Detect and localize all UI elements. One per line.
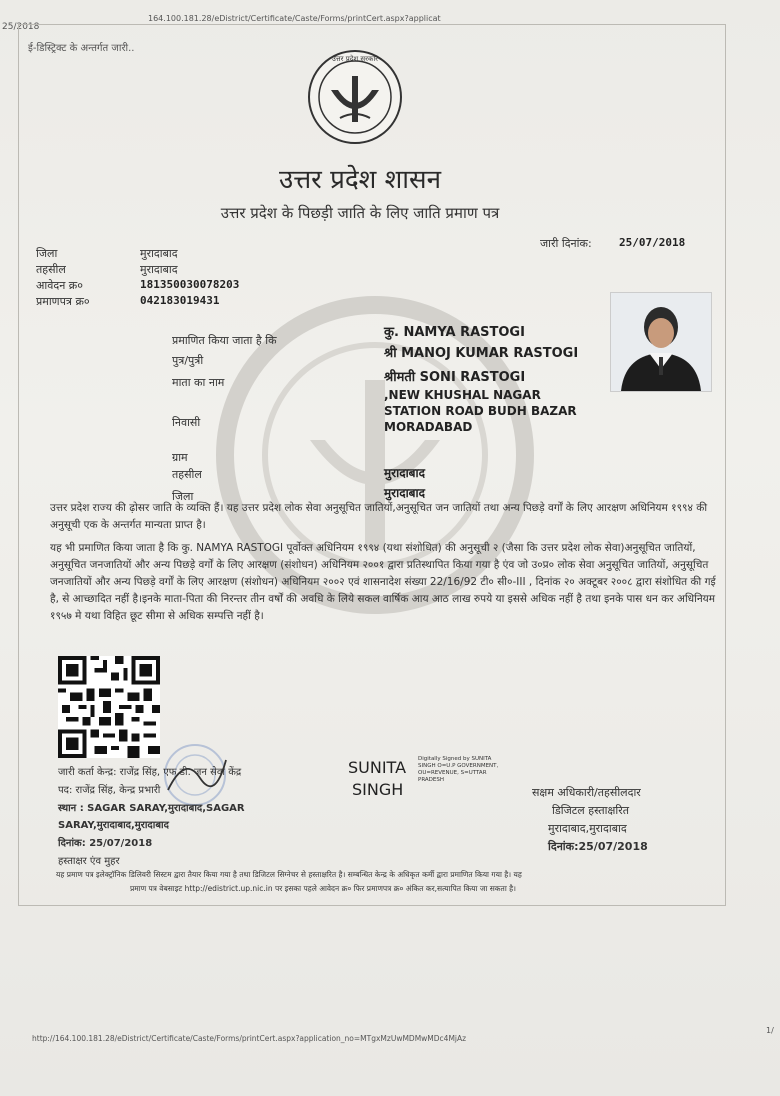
govt-title: उत्तर प्रदेश शासन <box>278 165 442 195</box>
address-label: निवासी <box>172 416 201 429</box>
person-tehsil-label: तहसील <box>172 468 202 481</box>
address-line-3: MORADABAD <box>384 420 473 434</box>
issue-date-value: 25/07/2018 <box>619 236 686 249</box>
print-url-bottom: http://164.100.181.28/eDistrict/Certificate/Caste/Forms/printCert.aspx?application_no=MTgxMzUwMDMwMDc4MjAz <box>32 1034 467 1043</box>
body-paragraph-2: यह भी प्रमाणित किया जाता है कि कु. NAMYA RASTOGI पूर्वोक्त अधिनियम १९९४ (यथा संशोधित) की अनुसूची २ (जैसा कि उत्तर प्रदेश लोक सेवा)अनुसूचित जातियों, अनुसूचित जनजातियों और अन्य पिछड़े वर्गों के लिए आरक्षण (संशोधन) अधिनियम २००१ द्वारा प्रतिस्थापित किया गया है एंव जो उ०प्र० लोक सेवा अनुसूचित जातियों, अनुसूचित जनजातियों और अन्य पिछड़े वर्गों के लिए आरक्षण (संशोधन) अधिनियम २००२ एवं शासनादेश संख्या 22/16/92 टी० सी०-III , दिनांक २० अक्टूबर २००८ द्वारा संशोधित की गई है, से आच्छादित नहीं है।इनके माता-पिता की निरन्तर तीन वर्षों की अवधि के लिये सकल वार्षिक आय आठ लाख रुपये या इससे अधिक नहीं है तथा इनके पास धन कर अधिनियम १९५७ मे यथा विहित छूट सीमा से अधिक सम्पत्ति नहीं है। <box>50 542 716 622</box>
person-tehsil-value: मुरादाबाद <box>384 466 426 480</box>
village-label: ग्राम <box>172 451 188 464</box>
issuer-post: पद: राजेंद्र सिंह, केन्द्र प्रभारी <box>58 785 161 796</box>
tehsil-value: मुरादाबाद <box>140 263 178 276</box>
district-value: मुरादाबाद <box>140 247 178 260</box>
issue-date-right: दिनांक:25/07/2018 <box>548 840 648 853</box>
certificate-title: उत्तर प्रदेश के पिछड़ी जाति के लिए जाति प्रमाण पत्र <box>220 204 500 222</box>
emblem-text: उत्तर प्रदेश सरकार <box>331 55 379 63</box>
issuer-center: जारी कर्ता केन्द्र: राजेंद्र सिंह, एफ डी. जन सेवा केंद्र <box>58 767 242 778</box>
certificate-no-label: प्रमाणपत्र क्र० <box>36 295 90 308</box>
competent-authority: सक्षम अधिकारी/तहसीलदार <box>532 786 641 799</box>
application-label: आवेदन क्र० <box>36 279 83 292</box>
digital-signature-detail: Digitally Signed by SUNITA SINGH O=U.P GOVERNMENT, OU=REVENUE, S=UTTAR PRADESH <box>418 756 499 783</box>
digital-signed-label: डिजिटल हस्ताक्षरित <box>552 804 629 817</box>
print-url-top: 164.100.181.28/eDistrict/Certificate/Caste/Forms/printCert.aspx?applicat <box>148 14 441 23</box>
body-paragraph-1: उत्तर प्रदेश राज्य की ढ़ोसर जाति के व्यक्ति हैं। यह उत्तर प्रदेश लोक सेवा अनुसूचित जातियों,अनुसूचित जन जातियों तथा अन्य पिछड़े वर्गों के लिए आरक्षण अधिनियम १९९४ की अनुसूची एक के अन्तर्गत मान्यता प्राप्त है। <box>50 502 708 531</box>
address-line-2: STATION ROAD BUDH BAZAR <box>384 404 577 418</box>
mother-label: माता का नाम <box>172 376 225 389</box>
certify-label: प्रमाणित किया जाता है कि <box>172 334 277 347</box>
mother-name: श्रीमती SONI RASTOGI <box>384 370 526 385</box>
issue-place: स्थान : SAGAR SARAY,मुरादाबाद,SAGAR <box>58 803 245 814</box>
print-date: 25/2018 <box>2 22 40 32</box>
digital-signer-last: SINGH <box>352 780 404 799</box>
edistrict-note: ई-डिस्ट्रिक्ट के अन्तर्गत जारी.. <box>28 43 135 54</box>
tehsil-label: तहसील <box>36 263 66 276</box>
issue-date-left: दिनांक: 25/07/2018 <box>58 838 153 849</box>
person-district-value: मुरादाबाद <box>384 486 426 500</box>
sign-and-seal: हस्ताक्षर एंव मुहर <box>58 856 120 867</box>
certificate-no-value: 042183019431 <box>140 294 220 307</box>
issue-place-2: SARAY,मुरादाबाद,मुरादाबाद <box>58 820 169 831</box>
address-line-1: ,NEW KHUSHAL NAGAR <box>384 388 541 402</box>
father-name: श्री MANOJ KUMAR RASTOGI <box>384 346 579 361</box>
authority-place: मुरादाबाद,मुरादाबाद <box>548 822 627 835</box>
district-label: जिला <box>36 247 58 260</box>
applicant-photo <box>610 292 712 392</box>
person-icon <box>611 293 711 391</box>
person-district-label: जिला <box>172 490 194 503</box>
application-value: 181350030078203 <box>140 278 240 291</box>
issue-date-label: जारी दिनांक: <box>540 237 592 250</box>
applicant-name: कु. NAMYA RASTOGI <box>384 325 525 340</box>
footer-note-2: प्रमाण पत्र वेबसाइट http://edistrict.up.nic.in पर इसका पहले आवेदन क्र० फिर प्रमाणपत्र क्र० अंकित कर,सत्यापित किया जा सकता है। <box>130 884 516 893</box>
qr-code <box>58 656 160 758</box>
print-page-number: 1/ <box>766 1026 774 1035</box>
digital-signer-first: SUNITA <box>348 758 407 777</box>
father-label: पुत्र/पुत्री <box>172 354 204 367</box>
footer-note-1: यह प्रमाण पत्र इलेक्ट्रॉनिक डिलिवरी सिस्टम द्वारा तैयार किया गया है तथा डिजिटल सिग्नेचर से हस्ताक्षरित है। सम्बन्धित केन्द्र के अधिकृत कर्मी द्वारा प्रमाणित किया गया है। यह <box>56 870 522 879</box>
